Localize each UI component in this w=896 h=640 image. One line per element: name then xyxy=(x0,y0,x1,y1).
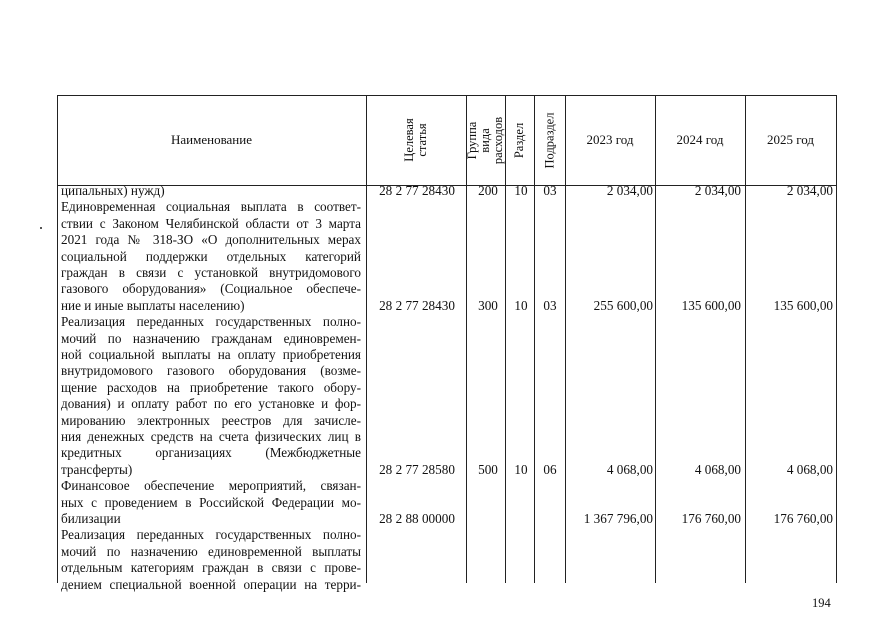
name-line: Единовременная социальная выплата в соответ- xyxy=(61,199,361,215)
cell-2024: 4 068,00 xyxy=(694,461,741,477)
header-subsection xyxy=(534,95,565,185)
cell-2024: 176 760,00 xyxy=(681,511,741,526)
cell-section: 10 xyxy=(514,461,528,477)
page-number: 194 xyxy=(812,596,831,610)
name-line: Реализация переданных государственных полно- xyxy=(61,527,361,543)
name-line: мочий по назначению единовременной выплаты xyxy=(61,543,361,559)
col-border xyxy=(836,95,837,583)
header-group-type xyxy=(466,95,505,185)
name-line: Финансовое обеспечение мероприятий, связан- xyxy=(61,478,361,494)
cell-2023: 255 600,00 xyxy=(593,297,653,313)
name-line: щение расходов на приобретение такого обору- xyxy=(61,379,361,395)
cell-group-type: 200 xyxy=(478,183,498,198)
header-subsection-text: Подраздел xyxy=(542,112,556,168)
cell-group-type: 300 xyxy=(478,297,498,313)
cell-group-type: 500 xyxy=(478,461,498,477)
name-line: газового оборудования» (Социальное обеспече- xyxy=(61,281,361,297)
name-line: трансферты) xyxy=(61,461,133,477)
scan-speck xyxy=(40,227,42,229)
header-group-type-text: Группа вида расходов xyxy=(465,116,506,164)
name-line: социальной поддержки отдельных категорий xyxy=(61,248,361,264)
cell-section: 10 xyxy=(514,297,528,313)
cell-target-article: 28 2 77 28430 xyxy=(379,183,455,198)
name-line: дования) и оплату работ по его установке и фор- xyxy=(61,396,361,412)
budget-table xyxy=(57,95,837,592)
header-target-article xyxy=(366,95,466,185)
cell-2025: 176 760,00 xyxy=(773,511,833,526)
cell-2025: 135 600,00 xyxy=(773,297,833,313)
name-line: ния денежных средств на счета физических лиц в xyxy=(61,429,361,444)
cell-target-article: 28 2 77 28580 xyxy=(379,461,455,477)
name-line: мированию электронных реестров для зачисле- xyxy=(61,412,361,428)
cell-target-article: 28 2 77 28430 xyxy=(379,297,455,313)
cell-subsection: 03 xyxy=(543,183,557,198)
cell-2023: 1 367 796,00 xyxy=(583,511,653,526)
cell-2025: 4 068,00 xyxy=(786,461,833,477)
name-line: Реализация переданных государственных полно- xyxy=(61,314,361,330)
cell-2024: 2 034,00 xyxy=(694,183,741,198)
name-line: граждан в связи с установкой внутридомового xyxy=(61,265,361,280)
name-line: билизации xyxy=(61,511,121,526)
cell-target-article: 28 2 88 00000 xyxy=(379,511,455,526)
header-section-text: Раздел xyxy=(512,122,527,158)
name-line: ствии с Законом Челябинской области от 3 марта xyxy=(61,215,361,231)
cell-2023: 4 068,00 xyxy=(606,461,653,477)
header-2025: 2025 год xyxy=(767,132,814,147)
name-line: отдельным категориям граждан в связи с прове- xyxy=(61,560,361,576)
header-2024: 2024 год xyxy=(676,132,724,147)
name-line: мочий по назначению гражданам единовремен- xyxy=(61,330,361,346)
name-line: ципальных) нужд) xyxy=(61,183,165,198)
name-line: ной социальной выплаты на оплату приобретения xyxy=(61,347,361,362)
header-section xyxy=(505,95,534,185)
name-line: 2021 года № 318-ЗО «О дополнительных мерах xyxy=(61,232,361,248)
header-2023: 2023 год xyxy=(586,132,634,147)
cell-2025: 2 034,00 xyxy=(786,183,833,198)
cell-subsection: 03 xyxy=(543,297,557,313)
name-line: ние и иные выплаты населению) xyxy=(61,297,245,313)
name-line: кредитных организациях (Межбюджетные xyxy=(61,445,361,461)
cell-2024: 135 600,00 xyxy=(681,297,741,313)
name-line: внутридомового газового оборудования (возме- xyxy=(61,363,361,379)
cell-2023: 2 034,00 xyxy=(606,183,653,198)
header-name: Наименование xyxy=(171,132,252,147)
name-line: дением специальной военной операции на терри- xyxy=(61,576,361,592)
name-line: ных с проведением в Российской Федерации мо- xyxy=(61,494,361,510)
cell-subsection: 06 xyxy=(543,461,557,477)
cell-section: 10 xyxy=(514,183,528,198)
header-target-article-text: Целевая статья xyxy=(402,118,429,162)
